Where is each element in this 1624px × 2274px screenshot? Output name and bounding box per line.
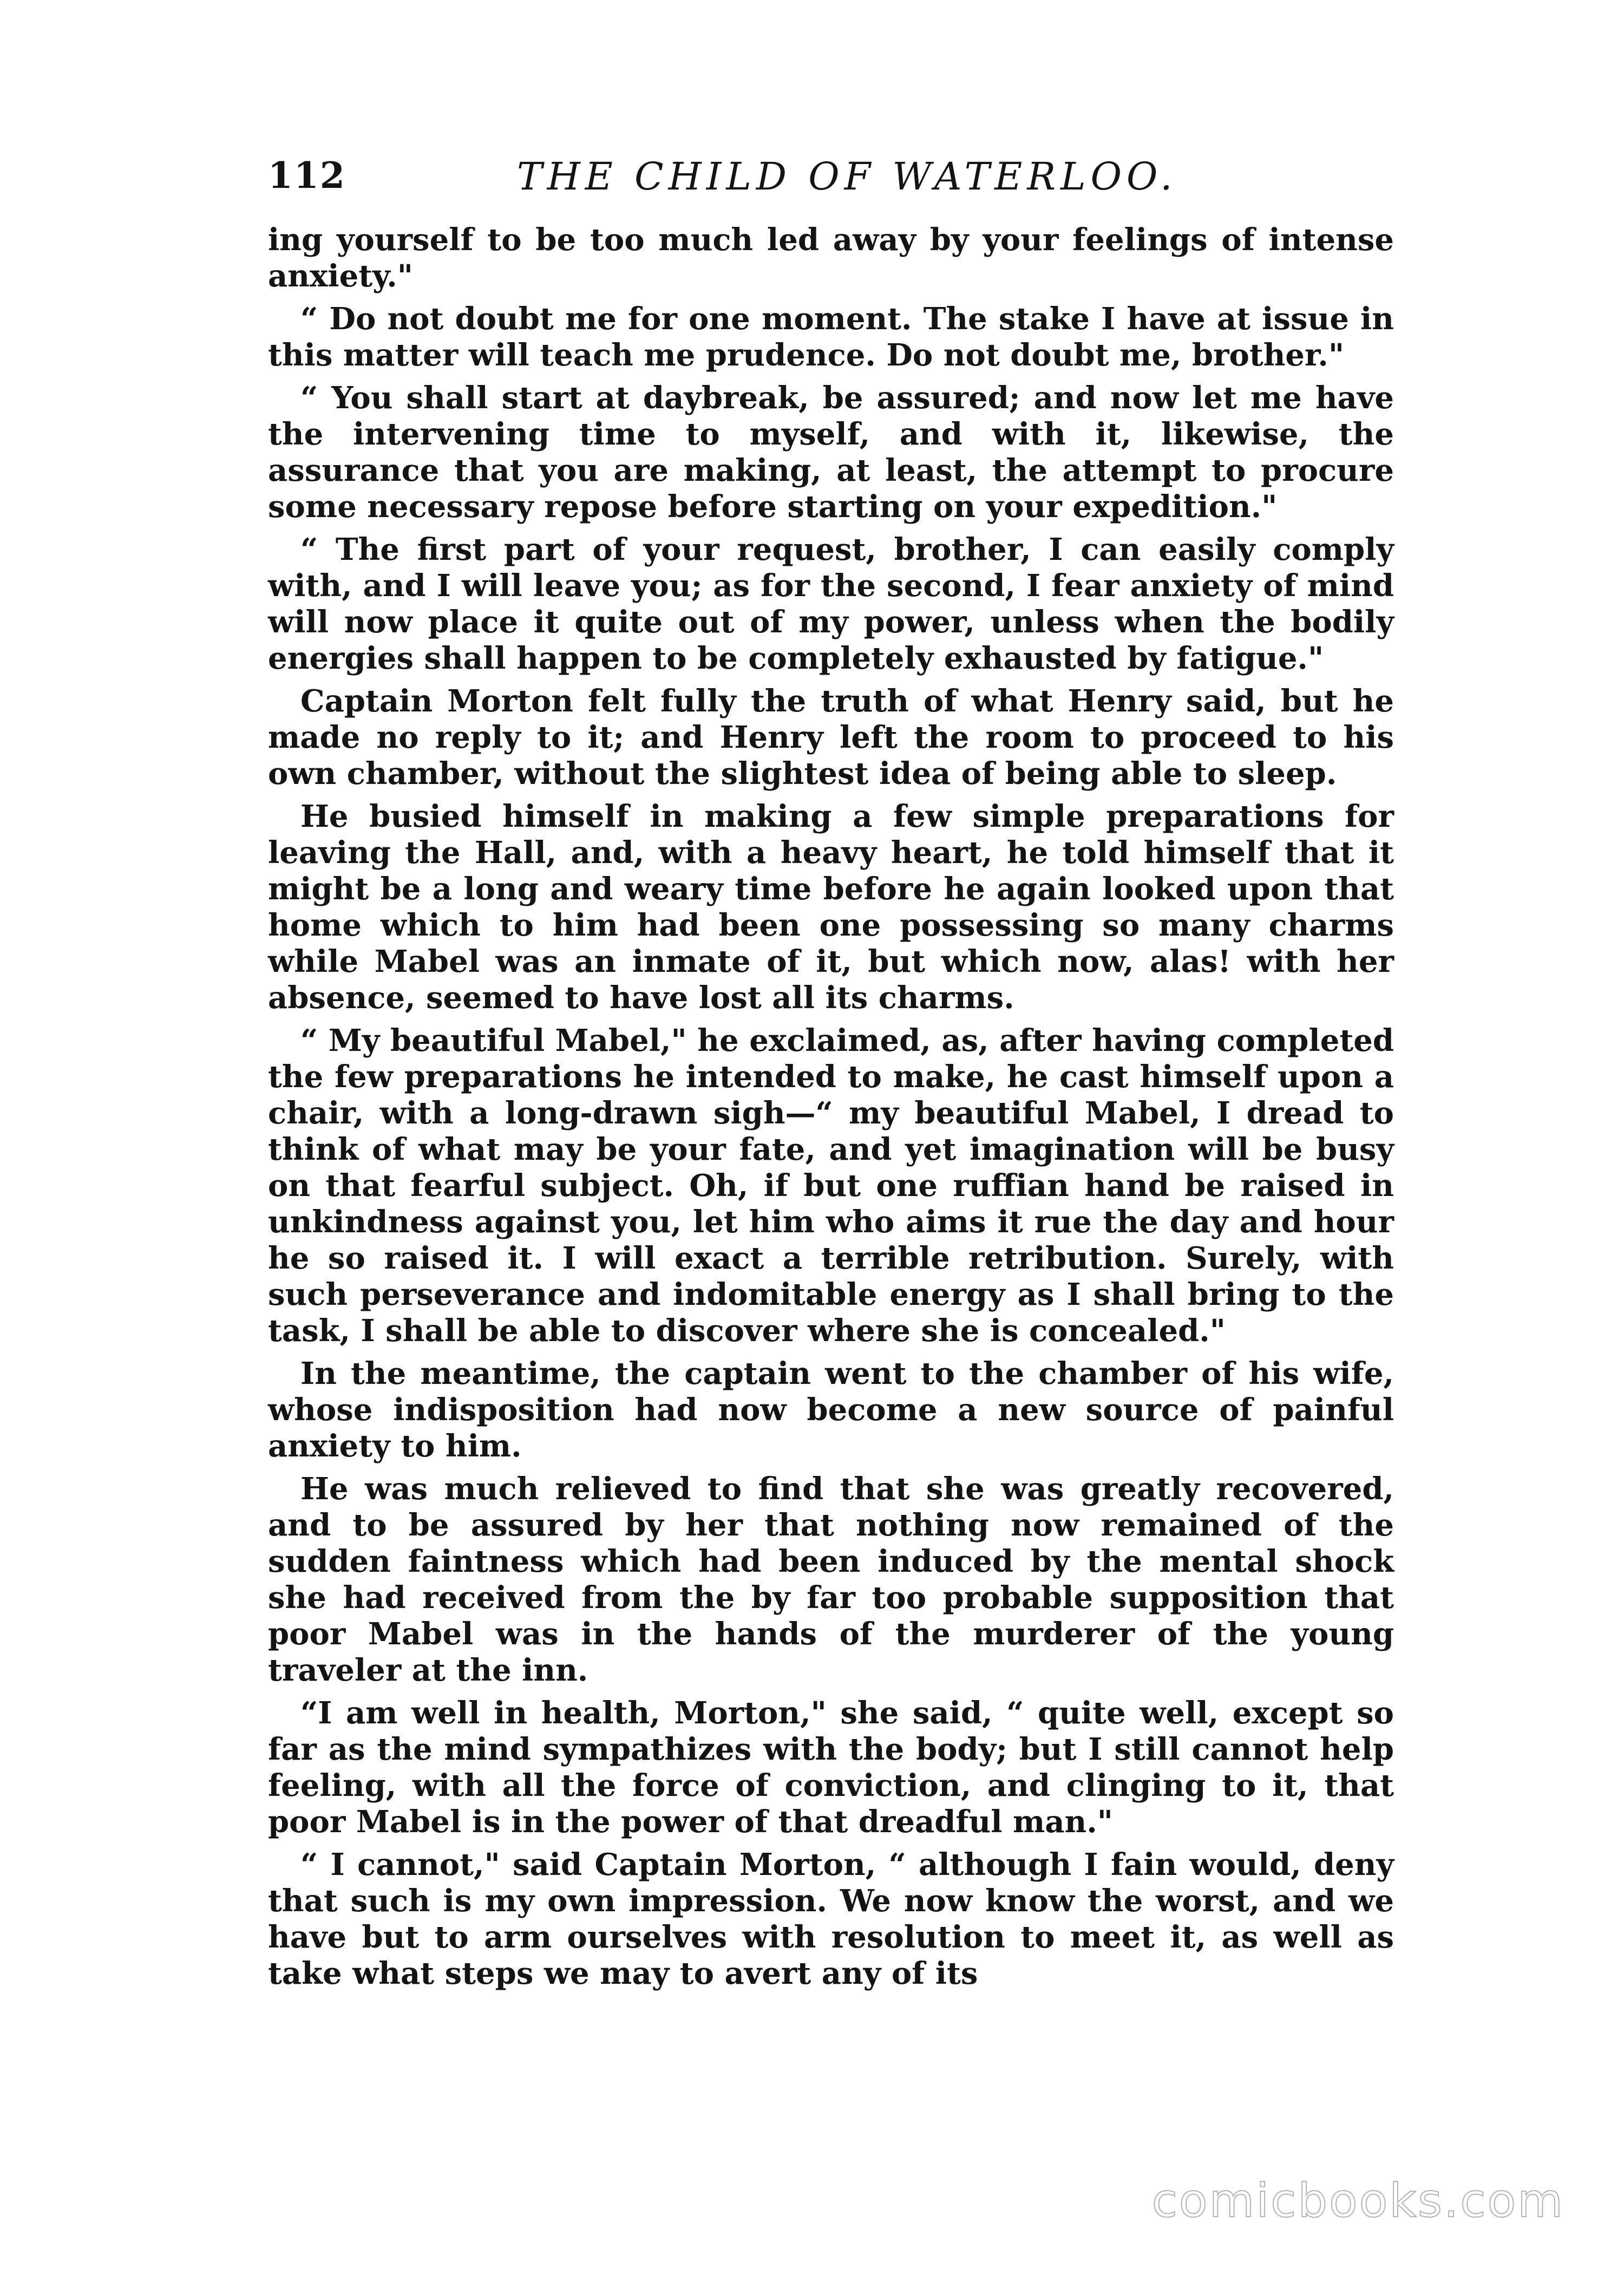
paragraph-11: “ I cannot," said Captain Morton, “ although I fain would, deny that such is my own impression. We now know the worst, and we have but to arm ourselves with resolution to meet it, as well as take what steps we may to avert any of its bbox=[268, 1847, 1394, 1991]
running-header bbox=[268, 154, 1394, 203]
paragraph-6: He busied himself in making a few simple preparations for leaving the Hall, and, with a heavy heart, he told himself that it might be a long and weary time before he again looked upon that home which to him had been one possessing so many charms while Mabel was an inmate of it, but which now, alas! with her absence, seemed to have lost all its charms. bbox=[268, 799, 1394, 1016]
body-text bbox=[268, 222, 1394, 1998]
paragraph-7: “ My beautiful Mabel," he exclaimed, as, after having completed the few preparations he intended to make, he cast himself upon a chair, with a long-drawn sigh—“ my beautiful Mabel, I dread to think of what may be your fate, and yet imagination will be busy on that fearful subject. Oh, if but one ruffian hand be raised in unkindness against you, let him who aims it rue the day and hour he so raised it. I will exact a terrible retribution. Surely, with such perseverance and indomitable energy as I shall bring to the task, I shall be able to discover where she is concealed." bbox=[268, 1023, 1394, 1349]
paragraph-2: “ Do not doubt me for one moment. The stake I have at issue in this matter will teach me prudence. Do not doubt me, brother." bbox=[268, 301, 1394, 373]
page-number: 112 bbox=[268, 154, 346, 197]
watermark-logo: comicbooks.com bbox=[1151, 2174, 1564, 2228]
paragraph-9: He was much relieved to find that she was greatly recovered, and to be assured by her that nothing now remained of the sudden faintness which had been induced by the mental shock she had received from the by far too probable supposition that poor Mabel was in the hands of the murderer of the young traveler at the inn. bbox=[268, 1471, 1394, 1688]
running-title: THE CHILD OF WATERLOO. bbox=[517, 154, 1177, 199]
paragraph-3: “ You shall start at daybreak, be assured; and now let me have the intervening time to myself, and with it, likewise, the assurance that you are making, at least, the attempt to procure some necessary repose before starting on your expedition." bbox=[268, 380, 1394, 525]
paragraph-5: Captain Morton felt fully the truth of what Henry said, but he made no reply to it; and Henry left the room to proceed to his own chamber, without the slightest idea of being able to sleep. bbox=[268, 683, 1394, 792]
paragraph-4: “ The first part of your request, brother, I can easily comply with, and I will leave you; as for the second, I fear anxiety of mind will now place it quite out of my power, unless when the bodily energies shall happen to be completely exhausted by fatigue." bbox=[268, 532, 1394, 676]
paragraph-8: In the meantime, the captain went to the chamber of his wife, whose indisposition had now become a new source of painful anxiety to him. bbox=[268, 1356, 1394, 1464]
paragraph-1: ing yourself to be too much led away by your feelings of intense anxiety." bbox=[268, 222, 1394, 294]
paragraph-10: “I am well in health, Morton," she said, “ quite well, except so far as the mind sympathizes with the body; but I still cannot help feeling, with all the force of conviction, and clinging to it, that poor Mabel is in the power of that dreadful man." bbox=[268, 1695, 1394, 1840]
